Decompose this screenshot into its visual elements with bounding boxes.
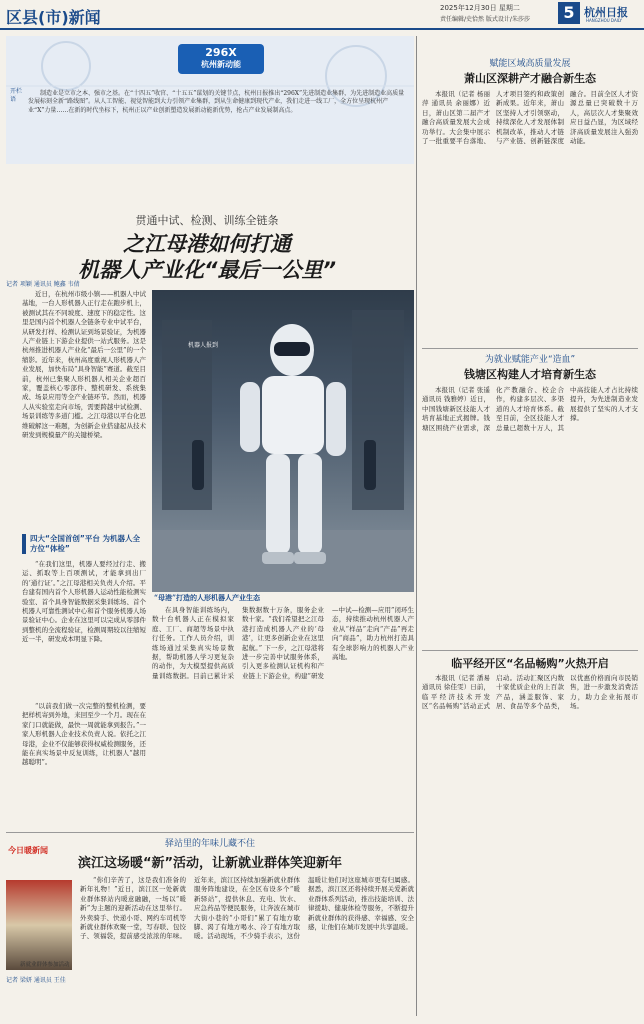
story2-kicker: 为就业赋能产业“造血” (484, 355, 576, 365)
column-divider (416, 36, 417, 1016)
badge-subtitle: 杭州新动能 (201, 60, 241, 69)
photo-caption: “母港”打造的人形机器人产业生态 (154, 593, 261, 602)
main-article-text: 下一步，之江母港将进一步完善中试服务体系，引入更多检测认证机构和产业链上下游企业，构建“研发—中试—检测—应用”闭环生态，持续推动杭州机器人产业从“样品”走向“产品”再走向“商品”，助力杭州打造具有全球影响力的机器人产业高地。 (242, 606, 414, 680)
robot-illustration (152, 290, 414, 592)
main-article-col2: “在我们这里，机器人要经过行走、搬运、抓取等上百项测试，才能拿到出厂的‘通行证’。”之江母港相关负责人介绍。平台建有国内首个人形机器人运动性能检测实验室、首个具身智能数据采集训练场、首个机器人可靠性测试中心和首个服务机器人场景验证中心。企业在这里可以完成从零部件到整机的全流程验证，检测周期较以往缩短近一半，研发成本明显下降。 (22, 560, 146, 644)
brand-logo: 今日暖新闻 (8, 846, 48, 855)
page-header (0, 0, 644, 30)
bottom-photo (6, 880, 72, 970)
story-divider (422, 348, 638, 349)
robot-left-arm (240, 382, 260, 452)
bottom-photo-caption: 新就业群体参加活动 (20, 962, 70, 968)
story3-body: 本报讯（记者 潘易 通讯员 徐佳雯）日前，临平经济技术开发区“名品畅购”活动正式启动。活动汇聚区内数十家优质企业的上百款产品，涵盖服饰、家居、食品等多个品类，以优惠价格面向市民销售，进一步激发消费活力，助力企业拓展市场。 (422, 674, 638, 711)
bottom-body (80, 876, 414, 1016)
column-badge (178, 44, 264, 74)
bottom-kicker: 驿站里的年味儿藏不住 (164, 839, 255, 849)
newspaper-logo-sub: HANGZHOU DAILY (586, 18, 622, 23)
story3-headline: 临平经开区“名品畅购”火热开启 (451, 657, 609, 670)
page-number: 5 (558, 2, 580, 24)
story-divider (6, 832, 414, 833)
main-article-col4 (152, 606, 414, 830)
story1-headline: 萧山区深耕产才融合新生态 (464, 72, 596, 85)
story-divider (422, 650, 638, 651)
bottom-text: 近年来，滨江区持续加强新就业群体服务阵地建设，在全区布设多个“暖新驿站”，提供休息、充电、饮水、应急药品等便民服务，让奔波在城市大街小巷的“小哥们”累了有地方歇脚、渴了有地方喝水、冷了有地方取暖。活动现场，不少骑手表示，这份温暖让他们对这座城市更有归属感。 (194, 876, 414, 941)
story1-kicker: 赋能区域高质量发展 (489, 59, 571, 69)
subhead-marker (22, 534, 26, 554)
banner-circle-decoration (42, 42, 90, 90)
story2-body: 本报讯（记者 张遥 通讯员 钱雅婷）近日，中国钱塘新区技能人才培育基地正式揭牌。钱塘区围绕产业需求，深化产教融合、校企合作，构建多层次、多渠道的人才培育体系。截至目前，全区技能人才总量已超数十万人，其中高技能人才占比持续提升，为先进制造业发展提供了坚实的人才支撑。 (422, 386, 638, 432)
main-article-col1: 近日，在杭州市级小镇——机器人中试基地，一台人形机器人正行走在跑步机上，被测试其在不同坡度、速度下的稳定性。这里是国内首个机器人全链条专业中试平台，从研发打样、检测认证到场景验证，为机器人产业链上下游企业提供一站式服务。这是杭州推进机器人产业化“最后一公里”的一个缩影。近年来，杭州高度重视人形机器人产业发展，加快布局“具身智能”赛道。截至目前，杭州已集聚人形机器人相关企业超百家，覆盖核心零部件、整机研发、系统集成、场景应用等全产业链环节。然而，机器人从实验室走向市场，需要跨越中试检测、场景训练等多道门槛。之江母港以平台化思维破解这一难题，为创新企业搭建起从技术研发到规模量产的关键桥梁。 (22, 290, 146, 440)
column-intro: 制造业是立市之本、强市之基。在“十四五”收官、“十五五”谋划的关键节点，杭州日报推出“296X”先进制造业集群，为先进制造业高质量发展标刻全新“路线图”。从人工智能、视觉智能到大力引领产业集群，到从生命健康到现代产业，我们走进一线工厂，全方位呈现杭州产业“X”力量……在新的时代坐标下，杭州正以产业创新塑造发展新动能新优势，抢占产业发展制高点。 (28, 90, 405, 114)
story2-headline: 钱塘区构建人才培育新生态 (464, 368, 596, 381)
bottom-text: “你们辛苦了，这是我们准备的新年礼物！”近日，滨江区一处新就业群体驿站内暖意融融，一场以“暖新”为主题的迎新活动在这里举行。外卖骑手、快递小哥、网约车司机等新就业群体欢聚一堂，写春联、包饺子、领福袋，提前感受浓浓的年味。 (80, 876, 186, 941)
main-article-text: 在具身智能训练场内，数十台机器人正在模拟家庭、工厂、商超等场景中执行任务。工作人员介绍，训练场通过采集真实场景数据，帮助机器人学习更复杂的动作，为大模型提供高质量训练数据。目前已累计采集数据数十万条，服务企业数十家。“我们希望把之江母港打造成机器人产业的‘母港’，让更多创新企业在这里起航。” (152, 606, 324, 680)
robot-right-leg (298, 454, 322, 554)
column-intro-label: 开栏语 (10, 88, 23, 103)
main-byline: 记者 项颖 通讯员 鲍鑫 韦倩 (6, 281, 80, 288)
bottom-headline: 滨江这场暖“新”活动，让新就业群体笑迎新年 (77, 856, 343, 871)
main-headline-line1: 之江母港如何打通 (123, 232, 291, 256)
bottom-text: 据悉，滨江区还将持续开展关爱新就业群体系列活动，推出技能培训、法律援助、健康体检等服务，不断提升新就业群体的获得感、幸福感、安全感，让他们在城市发展中共享温暖。 (308, 885, 414, 932)
bottom-byline: 记者 梁妍 通讯员 王佳 (6, 977, 66, 984)
robot-torso (262, 376, 324, 454)
section-title: 区县(市)新闻 (6, 8, 101, 27)
main-kicker: 贯通中试、检测、训练全链条 (135, 214, 279, 227)
robot-small-figure (364, 440, 376, 490)
photo-inline-caption: 机器人报到 (188, 342, 219, 349)
badge-title: 296X (205, 46, 237, 59)
main-headline-line2: 机器人产业化“最后一公里” (77, 258, 337, 282)
newspaper-logo: 杭州日报 (584, 6, 628, 19)
issue-date: 2025年12月30日 星期二 (440, 4, 520, 12)
robot-small-figure (192, 440, 204, 490)
story1-body: 本报讯（记者 杨丽萍 通讯员 余丽娜）近日，萧山区第二届产才融合高质量发展大会成功举行。大会集中展示了一批重要平台落地、人才项目签约和政策创新成果。近年来，萧山区坚持人才引领驱动，持续深化人才发展体制机制改革，推动人才链与产业链、创新链深度融合。目前全区人才资源总量已突破数十万人，高层次人才集聚效应日益凸显，为区域经济高质量发展注入强劲动能。 (422, 90, 638, 146)
robot-photo (152, 290, 414, 592)
main-subhead: 四大“全国首创”平台 为机器人全方位“体检” (30, 534, 140, 553)
robot-left-leg (266, 454, 290, 554)
robot-right-arm (326, 382, 346, 456)
editor-credit: 责任编辑/史恰然 版式设计/朱莎莎 (440, 16, 530, 23)
main-article-col3: “以前我们做一次完整的整机检测，要把样机寄到外地，来回至少一个月。现在在家门口就能做，最快一周就能拿到报告。”一家人形机器人企业技术负责人说。依托之江母港，企业不仅能够获得权威检测服务，还能在真实场景中反复训练，让机器人“越用越聪明”。 (22, 702, 146, 767)
